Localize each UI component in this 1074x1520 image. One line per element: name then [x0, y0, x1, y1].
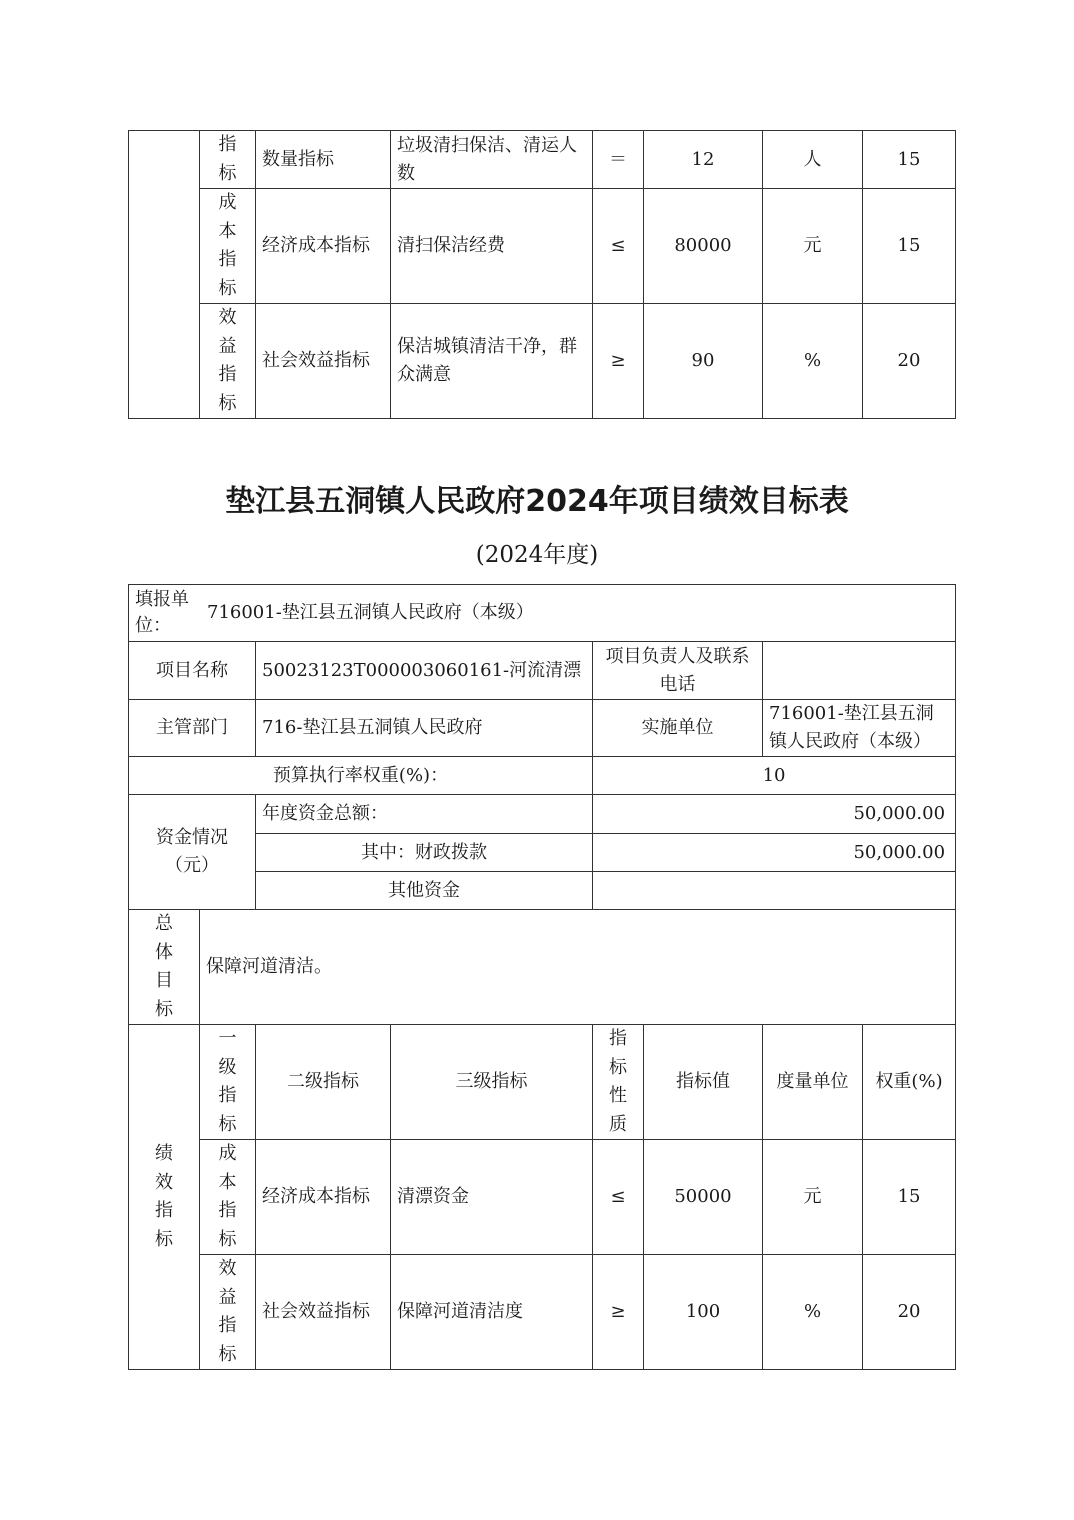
value-cell: 12 — [644, 131, 763, 189]
fiscal-value: 50,000.00 — [593, 834, 956, 872]
header-level3: 三级指标 — [391, 1025, 593, 1140]
value-cell: 50000 — [644, 1140, 763, 1255]
level1-cell: 效益指标 — [200, 1255, 256, 1370]
table-row — [129, 189, 956, 304]
level2-cell: 社会效益指标 — [256, 1255, 391, 1370]
level3-cell: 保障河道清洁度 — [391, 1255, 593, 1370]
page-title: 垫江县五洞镇人民政府2024年项目绩效目标表 — [225, 484, 849, 519]
unit-cell: 人 — [763, 131, 863, 189]
table-row — [129, 1255, 956, 1370]
dept-value: 716-垫江县五洞镇人民政府 — [256, 700, 593, 757]
level1-cell: 成本指标 — [200, 189, 256, 304]
table-row — [129, 131, 956, 189]
goal-value: 保障河道清洁。 — [200, 910, 956, 1025]
other-funds-value — [593, 872, 956, 910]
budget-rate-value: 10 — [593, 757, 956, 795]
table-row — [129, 304, 956, 419]
level3-cell: 清扫保洁经费 — [391, 189, 593, 304]
level3-cell: 垃圾清扫保洁、清运人数 — [391, 131, 593, 189]
contact-label: 项目负责人及联系电话 — [593, 642, 763, 700]
goal-label: 总体目标 — [129, 910, 200, 1025]
annual-total-label: 年度资金总额： — [256, 795, 593, 834]
reporting-unit-row — [129, 585, 956, 642]
impl-label: 实施单位 — [593, 700, 763, 757]
impl-value: 716001-垫江县五洞镇人民政府（本级） — [763, 700, 956, 757]
level2-cell: 社会效益指标 — [256, 304, 391, 419]
reporting-unit-label: 填报单位： — [135, 589, 189, 636]
budget-rate-row — [129, 757, 956, 795]
weight-cell: 20 — [863, 304, 956, 419]
weight-cell: 20 — [863, 1255, 956, 1370]
nature-cell: ＝ — [593, 131, 644, 189]
other-funds-label: 其他资金 — [256, 872, 593, 910]
reporting-unit-value: 716001-垫江县五洞镇人民政府（本级） — [207, 602, 534, 623]
perf-label: 绩效指标 — [129, 1025, 200, 1370]
header-level2: 二级指标 — [256, 1025, 391, 1140]
nature-cell: ≥ — [593, 1255, 644, 1370]
nature-cell: ≤ — [593, 189, 644, 304]
unit-cell: 元 — [763, 1140, 863, 1255]
value-cell: 100 — [644, 1255, 763, 1370]
table-row — [129, 1140, 956, 1255]
level1-cell: 成本指标 — [200, 1140, 256, 1255]
performance-target-table — [128, 584, 956, 1370]
unit-cell: 元 — [763, 189, 863, 304]
contact-value — [763, 642, 956, 700]
weight-cell: 15 — [863, 131, 956, 189]
dept-row — [129, 700, 956, 757]
level1-cell: 效益指标 — [200, 304, 256, 419]
value-cell: 90 — [644, 304, 763, 419]
nature-cell: ≤ — [593, 1140, 644, 1255]
level3-cell: 清漂资金 — [391, 1140, 593, 1255]
value-cell: 80000 — [644, 189, 763, 304]
unit-cell: % — [763, 1255, 863, 1370]
dept-label: 主管部门 — [129, 700, 256, 757]
header-nature: 指标性质 — [593, 1025, 644, 1140]
nature-cell: ≥ — [593, 304, 644, 419]
goal-row — [129, 910, 956, 1025]
header-value: 指标值 — [644, 1025, 763, 1140]
annual-total-row — [129, 795, 956, 834]
header-weight: 权重(%) — [863, 1025, 956, 1140]
weight-cell: 15 — [863, 1140, 956, 1255]
project-name-value: 50023123T000003060161-河流清漂 — [256, 642, 593, 700]
level3-cell: 保洁城镇清洁干净，群众满意 — [391, 304, 593, 419]
level2-cell: 经济成本指标 — [256, 1140, 391, 1255]
project-name-label: 项目名称 — [129, 642, 256, 700]
page-subtitle: (2024年度) — [475, 542, 599, 568]
header-level1: 一级指标 — [200, 1025, 256, 1140]
unit-cell: % — [763, 304, 863, 419]
indicator-header-row — [129, 1025, 956, 1140]
weight-cell: 15 — [863, 189, 956, 304]
level2-cell: 数量指标 — [256, 131, 391, 189]
project-name-row — [129, 642, 956, 700]
funds-label: 资金情况（元） — [129, 795, 256, 910]
continued-indicator-table — [128, 130, 956, 419]
header-unit: 度量单位 — [763, 1025, 863, 1140]
reporting-unit-cell — [129, 585, 956, 642]
fiscal-label: 其中：财政拨款 — [256, 834, 593, 872]
level1-cell: 指标 — [200, 131, 256, 189]
budget-rate-label: 预算执行率权重(%)： — [129, 757, 593, 795]
level2-cell: 经济成本指标 — [256, 189, 391, 304]
annual-total-value: 50,000.00 — [593, 795, 956, 834]
blank-cell — [129, 131, 200, 419]
